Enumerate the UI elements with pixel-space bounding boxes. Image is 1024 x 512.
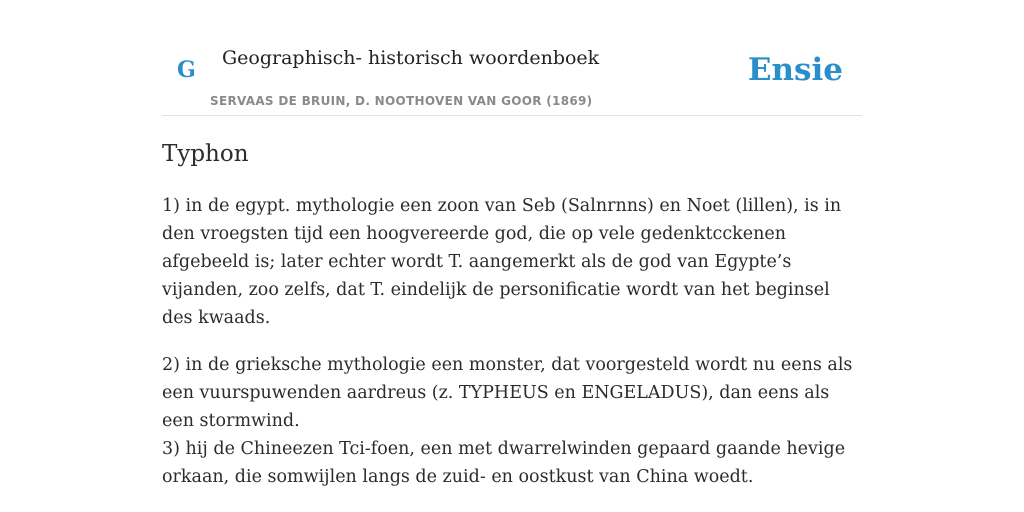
book-authors: SERVAAS DE BRUIN, D. NOOTHOVEN VAN GOOR (1869) — [210, 94, 593, 108]
entry-paragraph-1: 1) in de egypt. mythologie een zoon van Seb (Salnrnns) en Noet (lillen), is in den vroegsten tijd een hoogvereerde god, die op vele gedenktcckenen afgebeeld is; later echter wordt T. aangemerkt als de god van Egypte’s vijanden, zoo zelfs, dat T. eindelijk de personificatie wordt van het beginsel des kwaads. — [162, 196, 842, 328]
book-title-link[interactable]: Geographisch- historisch woordenboek — [222, 47, 600, 69]
book-letter-badge: G — [177, 57, 196, 83]
entry-paragraph-3: 3) hij de Chineezen Tci-foen, een met dwarrelwinden gepaard gaande hevige orkaan, die somwijlen langs de zuid- en oostkust van China woedt. — [162, 439, 846, 487]
book-header — [162, 0, 862, 116]
ensie-logo[interactable]: Ensie — [747, 52, 843, 88]
page — [162, 0, 862, 512]
entry-paragraph-2: 2) in de grieksche mythologie een monster, dat voorgesteld wordt nu eens als een vuurspuwenden aardreus (z. TYPHEUS en ENGELADUS), dan eens als een stormwind. — [162, 355, 853, 431]
entry-body — [162, 192, 862, 491]
entry-title: Typhon — [162, 141, 249, 167]
